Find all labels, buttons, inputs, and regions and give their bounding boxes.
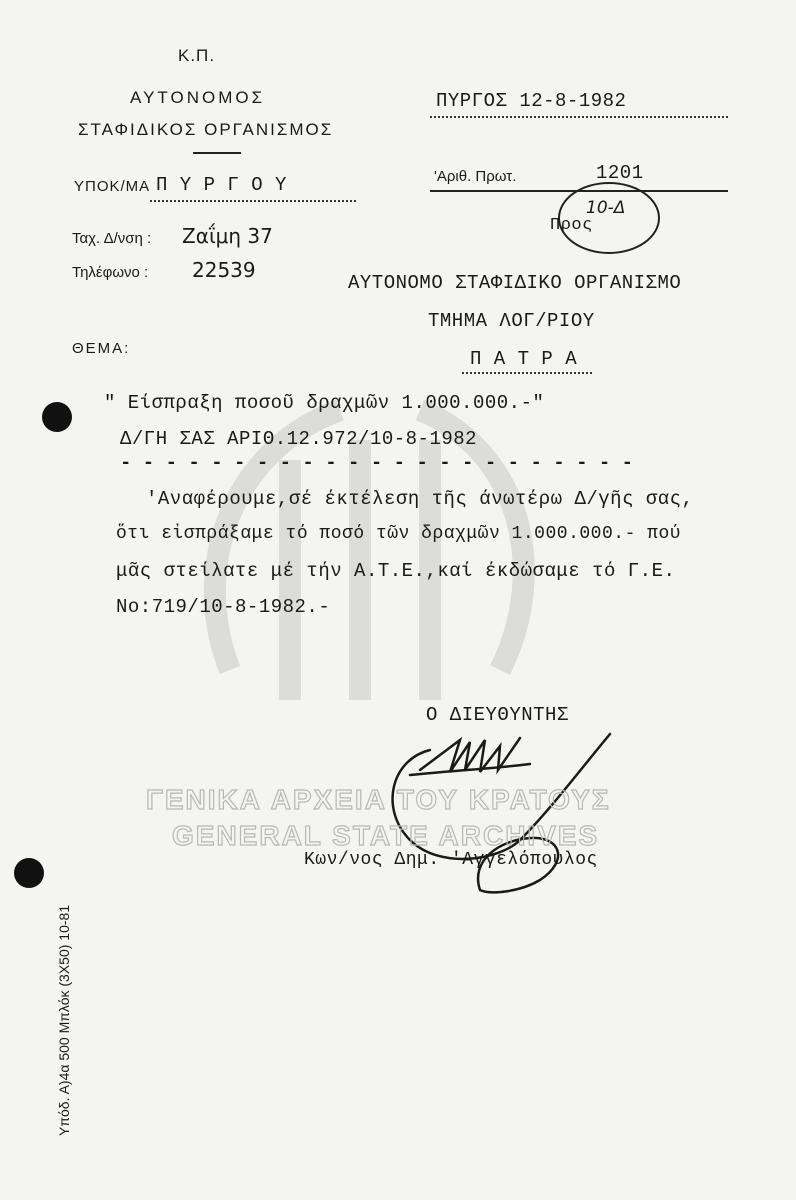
body-line-2: ὅτι εἰσπράξαμε τό ποσό τῶν δραχμῶν 1.000.000.- πού [116,524,682,544]
protocol-number: 1201 [596,162,644,184]
phone-label: Τηλέφωνο : [72,264,149,281]
punch-hole-top [42,402,72,432]
subject-label: ΘΕΜΑ: [72,340,131,357]
stamp-text: 10-Δ [586,198,626,218]
address-value: Ζαΐμη 37 [182,224,273,248]
recipient-line-2: ΤΜΗΜΑ ΛΟΓ/ΡΙΟΥ [428,310,595,332]
body-line-3: μᾶς στείλατε μέ τήν Α.Τ.Ε.,καί έκδώσαμε τό Γ.Ε. [116,560,676,582]
to-label: Προς [550,216,593,235]
body-line-4: Νο:719/10-8-1982.- [116,596,331,618]
subject-divider: - - - - - - - - - - - - - - - - - - - - - - - [120,452,634,474]
place-date: ΠΥΡΓΟΣ 12-8-1982 [436,90,627,112]
watermark-english: GENERAL STATE ARCHIVES [172,820,600,851]
recipient-line-1: ΑΥΤΟΝΟΜΟ ΣΤΑΦΙΔΙΚΟ ΟΡΓΑΝΙΣΜΟ [348,272,682,294]
watermark-greek: ΓΕΝΙΚΑ ΑΡΧΕΙΑ ΤΟΥ ΚΡΑΤΟΥΣ [146,784,611,815]
subject-line-2: Δ/ΓΗ ΣΑΣ ΑΡΙΘ.12.972/10-8-1982 [120,428,478,450]
place-date-dotted-line [430,116,728,118]
body-line-1: 'Αναφέρουμε,σέ έκτέλεση τῆς άνωτέρω Δ/γῆς σας, [146,488,694,510]
protocol-label: 'Αριθ. Πρωτ. [434,168,517,185]
org-line-2: ΣΤΑΦΙΔΙΚΟΣ ΟΡΓΑΝΙΣΜΟΣ [78,120,334,139]
subject-line-1: " Είσπραξη ποσοῦ δραχμῶν 1.000.000.-" [104,392,545,414]
recipient-line-3: Π Α Τ Ρ Α [470,348,578,370]
printer-note-vertical: Υπόδ. Α)4α 500 Μπλόκ (3Χ50) 10-81 [56,904,72,1136]
address-label: Ταχ. Δ/νση : [72,230,152,247]
recipient-dotted-line [462,372,592,374]
signatory-name: Κων/νος Δημ. 'Αγγελόπουλος [304,850,598,870]
branch-value: Π Υ Ρ Γ Ο Υ [156,174,287,196]
branch-dotted-line [150,200,356,202]
org-line-1: ΑΥΤΟΝΟΜΟΣ [130,88,266,107]
org-underline [193,152,241,154]
phone-value: 22539 [192,258,256,282]
branch-label: ΥΠΟΚ/ΜΑ [74,178,151,195]
director-title: Ο ΔΙΕΥΘΥΝΤΗΣ [426,704,569,726]
punch-hole-bottom [14,858,44,888]
kp-heading: Κ.Π. [178,46,216,65]
